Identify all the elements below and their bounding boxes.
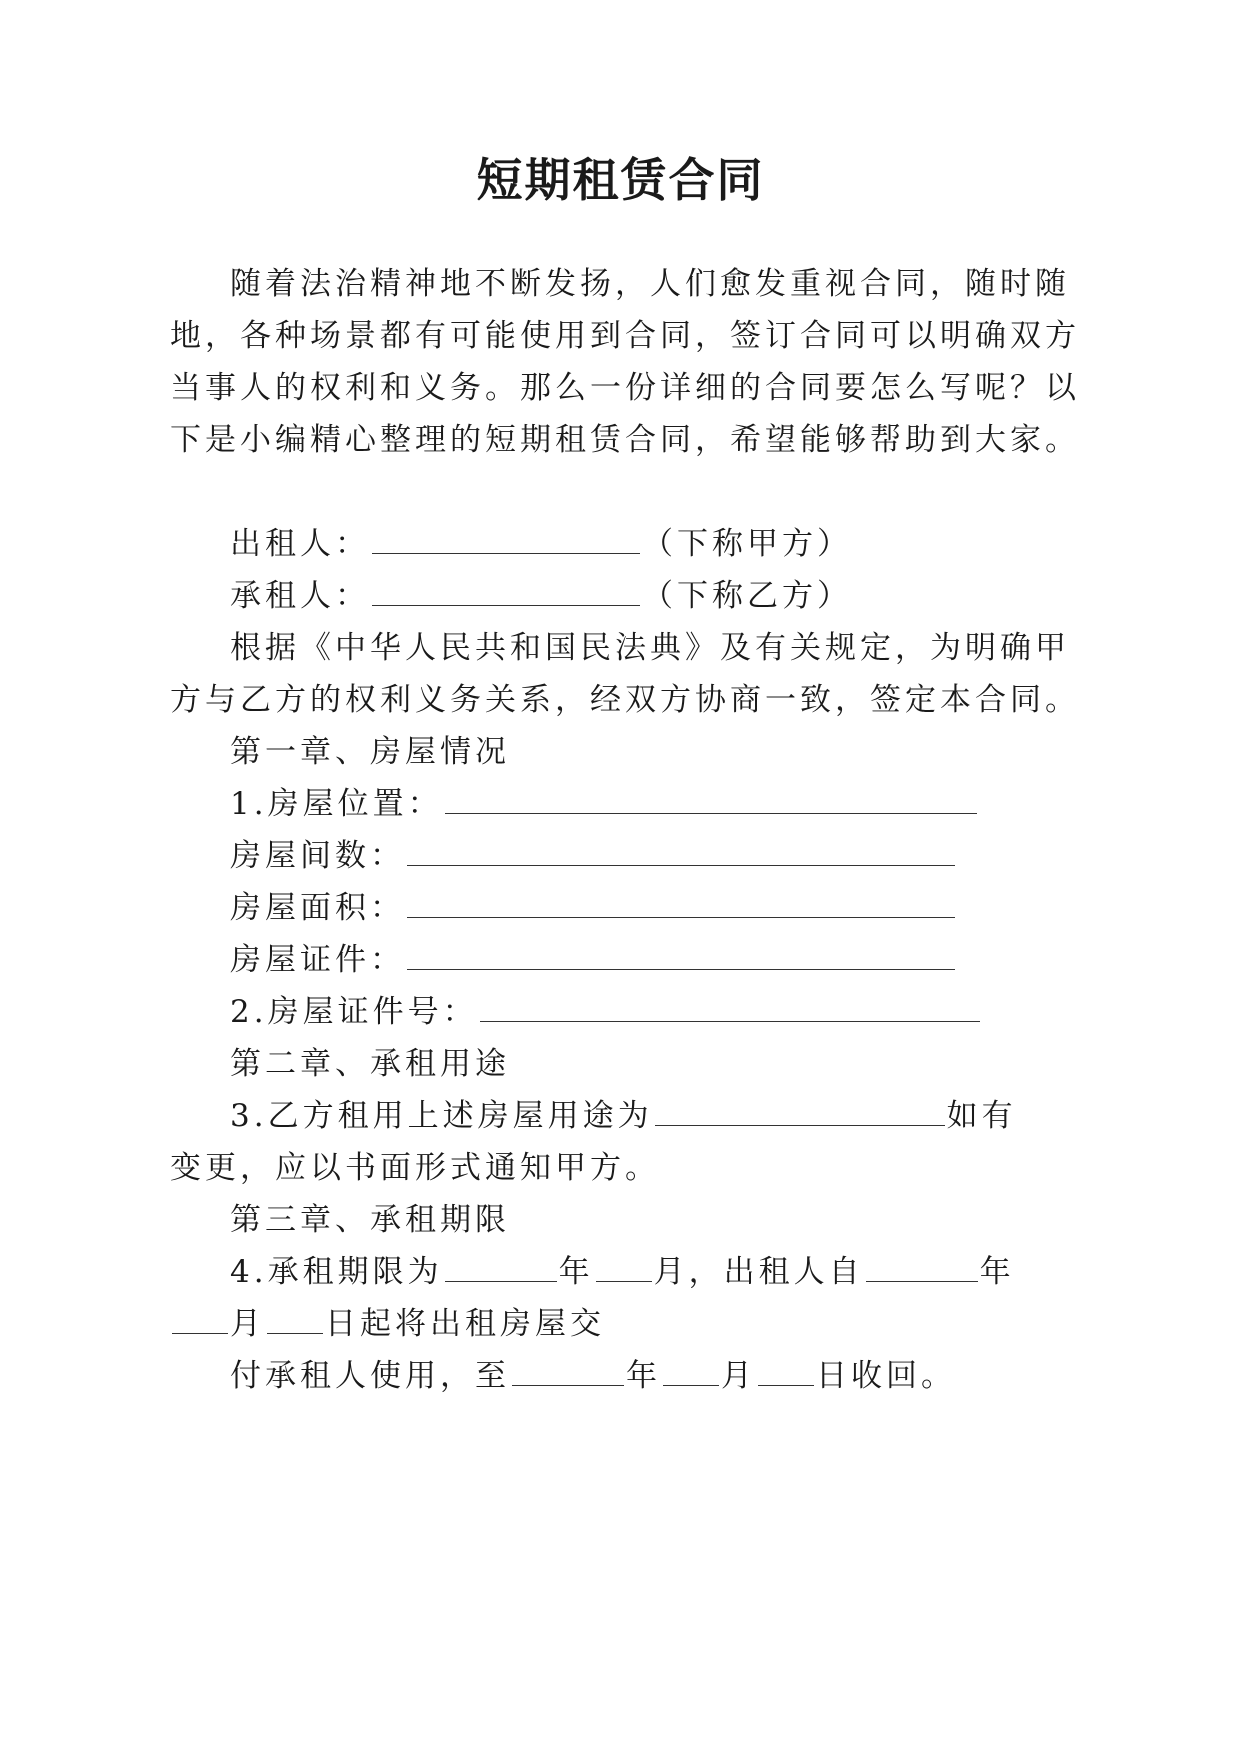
term-line-2	[170, 1302, 605, 1346]
usage-line-2: 变更，应以书面形式通知甲方。	[170, 1150, 660, 1186]
house-rooms-blank[interactable]	[407, 835, 955, 866]
term-years-blank[interactable]	[445, 1251, 557, 1282]
basis-line-2: 方与乙方的权利义务关系，经双方协商一致，签定本合同。	[170, 682, 1080, 718]
house-certificate-line	[230, 938, 957, 982]
basis-line-1: 根据《中华人民共和国民法典》及有关规定，为明确甲	[230, 630, 1070, 666]
end-year-blank[interactable]	[512, 1355, 624, 1386]
intro-line-4: 下是小编精心整理的短期租赁合同，希望能够帮助到大家。	[170, 422, 1080, 458]
intro-line-1: 随着法治精神地不断发扬，人们愈发重视合同，随时随	[230, 266, 1070, 302]
end-month-blank[interactable]	[663, 1355, 719, 1386]
start-month-blank[interactable]	[172, 1303, 228, 1334]
term-from-text: ，出租人自	[688, 1254, 864, 1290]
lessee-line	[230, 574, 852, 618]
end-text: 日收回。	[816, 1358, 956, 1394]
lessee-blank[interactable]	[372, 575, 640, 606]
house-area-blank[interactable]	[407, 887, 955, 918]
end-year-unit: 年	[626, 1358, 661, 1394]
house-area-line	[230, 886, 957, 930]
certificate-number-label: 2.房屋证件号：	[230, 994, 478, 1030]
chapter-2-heading: 第二章、承租用途	[230, 1046, 510, 1082]
term-months-blank[interactable]	[596, 1251, 652, 1282]
house-location-label: 1.房屋位置：	[230, 786, 443, 822]
lessor-suffix: （下称甲方）	[642, 526, 852, 562]
until-text: 付承租人使用，至	[230, 1358, 510, 1394]
start-year-unit: 年	[979, 1254, 1015, 1290]
chapter-1-heading: 第一章、房屋情况	[230, 734, 510, 770]
start-month-unit: 月	[230, 1306, 265, 1342]
lessee-label: 承租人：	[230, 578, 370, 614]
usage-blank[interactable]	[655, 1095, 945, 1126]
term-prefix: 4.承租期限为	[230, 1254, 443, 1290]
start-day-unit: 日	[325, 1306, 360, 1342]
term-month-unit: 月	[653, 1254, 689, 1290]
house-rooms-line	[230, 834, 957, 878]
term-line-3	[230, 1354, 956, 1398]
lessor-blank[interactable]	[372, 523, 640, 554]
house-certificate-label: 房屋证件：	[230, 942, 405, 978]
usage-line-1	[230, 1094, 1017, 1138]
end-day-blank[interactable]	[758, 1355, 814, 1386]
start-year-blank[interactable]	[866, 1251, 978, 1282]
house-rooms-label: 房屋间数：	[230, 838, 405, 874]
document-title: 短期租赁合同	[476, 153, 765, 207]
lessor-label: 出租人：	[230, 526, 370, 562]
house-location-blank[interactable]	[445, 783, 977, 814]
intro-line-3: 当事人的权利和义务。那么一份详细的合同要怎么写呢？以	[170, 370, 1080, 406]
start-day-blank[interactable]	[267, 1303, 323, 1334]
chapter-3-heading: 第三章、承租期限	[230, 1202, 510, 1238]
certificate-number-line	[230, 990, 982, 1034]
term-year-unit: 年	[558, 1254, 594, 1290]
usage-prefix: 3.乙方租用上述房屋用途为	[230, 1098, 653, 1134]
house-area-label: 房屋面积：	[230, 890, 405, 926]
handover-text: 起将出租房屋交	[360, 1306, 605, 1342]
house-certificate-blank[interactable]	[407, 939, 955, 970]
term-line-1	[230, 1250, 1015, 1294]
end-month-unit: 月	[721, 1358, 756, 1394]
lessor-line	[230, 522, 852, 566]
intro-line-2: 地，各种场景都有可能使用到合同，签订合同可以明确双方	[170, 318, 1080, 354]
lessee-suffix: （下称乙方）	[642, 578, 852, 614]
certificate-number-blank[interactable]	[480, 991, 980, 1022]
usage-suffix: 如有	[946, 1098, 1017, 1134]
house-location-line	[230, 782, 979, 826]
